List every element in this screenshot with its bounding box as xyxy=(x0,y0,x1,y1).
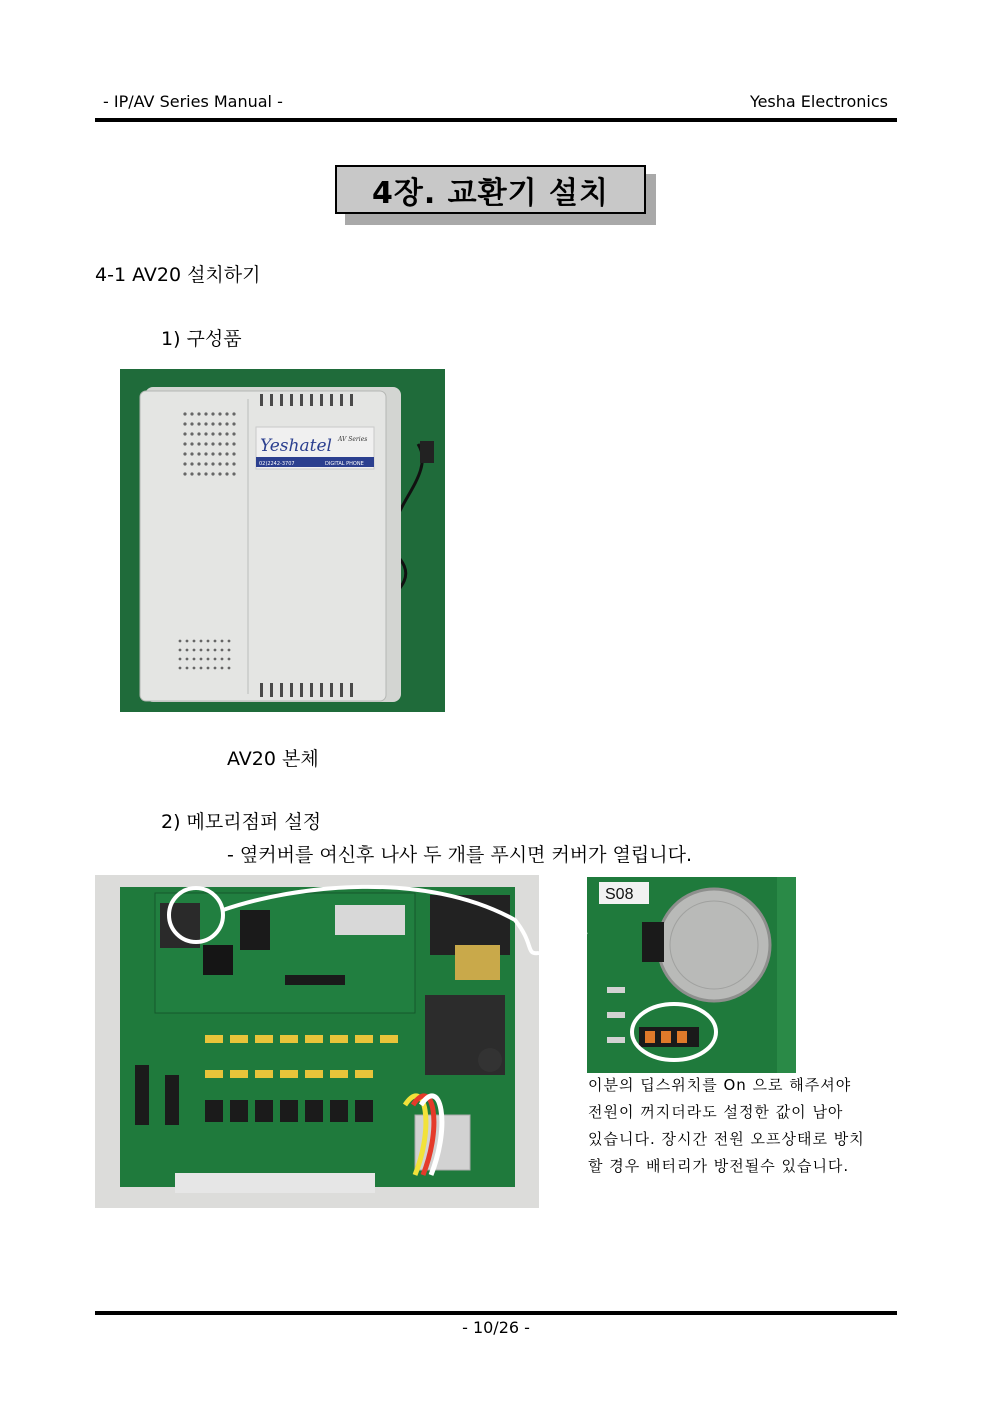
device-brand-label: Yeshatel xyxy=(260,436,332,456)
note-line: 전원이 꺼지더라도 설정한 값이 남아 xyxy=(588,1103,844,1121)
device-caption: AV20 본체 xyxy=(227,748,319,770)
device-product-label: DIGITAL PHONE xyxy=(325,461,364,467)
chapter-title: 4장. 교환기 설치 xyxy=(335,165,646,214)
note-line: 할 경우 배터리가 방전될수 있습니다. xyxy=(588,1157,850,1175)
note-line: 이분의 딥스위치를 On 으로 해주셔야 xyxy=(588,1076,852,1094)
item-1-heading: 1) 구성품 xyxy=(161,328,242,350)
battery-board-tag: S08 xyxy=(605,886,634,903)
item-2-instruction: - 옆커버를 여신후 나사 두 개를 푸시면 커버가 열립니다. xyxy=(227,844,693,866)
header-company: Yesha Electronics xyxy=(749,92,888,111)
battery-closeup-photo xyxy=(587,877,796,1073)
item-2-heading: 2) 메모리점퍼 설정 xyxy=(161,811,322,833)
note-line: 있습니다. 장시간 전원 오프상태로 방치 xyxy=(588,1130,865,1148)
header-rule xyxy=(95,118,897,122)
header-manual-title: - IP/AV Series Manual - xyxy=(103,92,283,111)
page-number: - 10/26 - xyxy=(462,1318,530,1337)
device-series-label: AV Series xyxy=(338,436,368,443)
device-phone-label: 02)2242-3707 xyxy=(259,461,295,467)
av20-device-photo xyxy=(120,369,445,712)
section-heading: 4-1 AV20 설치하기 xyxy=(95,264,261,286)
dip-switch-note xyxy=(588,1072,908,1180)
mainboard-photo xyxy=(95,875,539,1208)
footer-rule xyxy=(95,1311,897,1315)
